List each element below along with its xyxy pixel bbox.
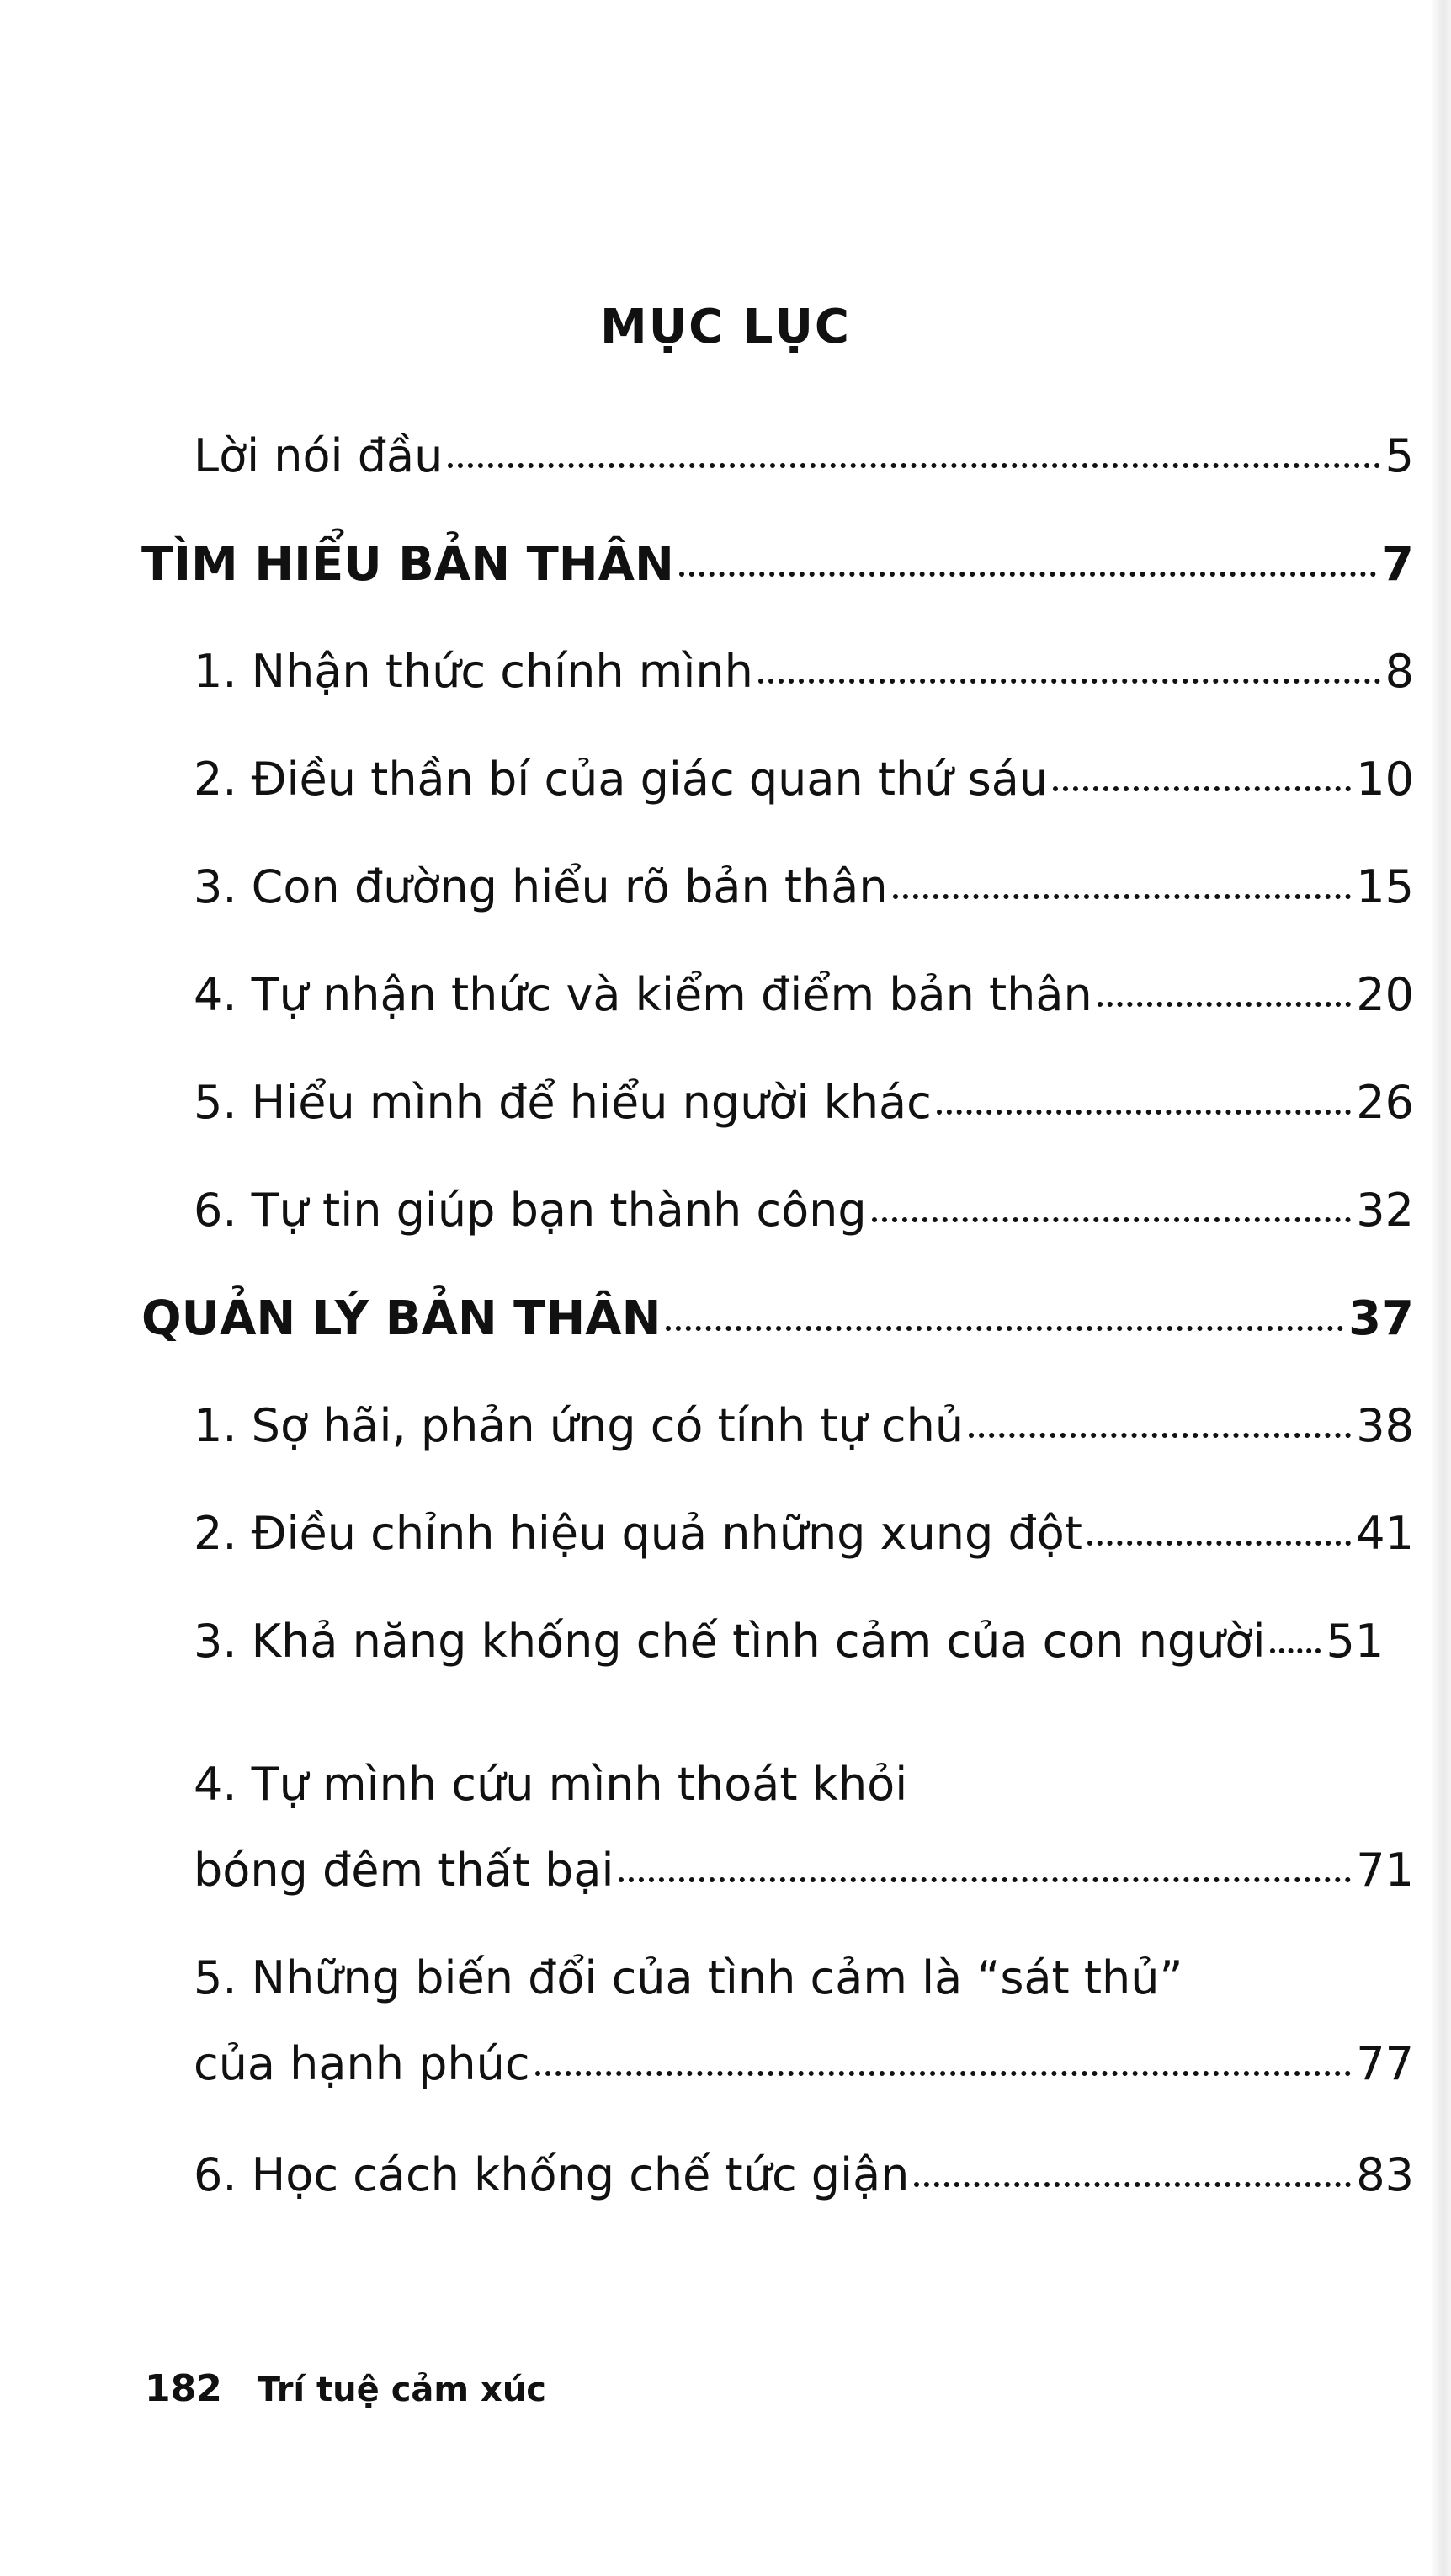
dot-leader bbox=[969, 1433, 1351, 1438]
toc-section-tim-hieu-ban-than[interactable] bbox=[141, 537, 1414, 592]
toc-entry-page: 41 bbox=[1356, 1507, 1414, 1560]
page-footer bbox=[145, 2367, 546, 2410]
toc-entry-line1[interactable]: 4. Tự mình cứu mình thoát khỏi bbox=[194, 1758, 908, 1811]
toc-entry-label: 1. Nhận thức chính mình bbox=[194, 645, 753, 698]
toc-entry[interactable] bbox=[194, 860, 1414, 913]
toc-entry[interactable] bbox=[194, 1507, 1414, 1560]
toc-entry[interactable] bbox=[194, 1184, 1414, 1237]
toc-entry[interactable] bbox=[194, 1844, 1414, 1897]
toc-entry-page: 10 bbox=[1356, 753, 1414, 806]
toc-entry-label: Lời nói đầu bbox=[194, 429, 444, 482]
toc-entry-label: 4. Tự nhận thức và kiểm điểm bản thân bbox=[194, 968, 1092, 1021]
toc-entry[interactable] bbox=[194, 1399, 1414, 1452]
toc-entry-page: 8 bbox=[1385, 645, 1414, 698]
toc-entry-label: 1. Sợ hãi, phản ứng có tính tự chủ bbox=[194, 1399, 965, 1452]
toc-entry[interactable] bbox=[194, 968, 1414, 1021]
dot-leader bbox=[619, 1877, 1351, 1882]
dot-leader bbox=[872, 1217, 1352, 1222]
toc-entry-preface[interactable] bbox=[194, 429, 1414, 482]
toc-entry-page: 51 bbox=[1326, 1615, 1385, 1668]
dot-leader bbox=[666, 1326, 1343, 1331]
toc-entry-label: 2. Điều thần bí của giác quan thứ sáu bbox=[194, 753, 1049, 806]
toc-entry-page: 83 bbox=[1356, 2148, 1414, 2201]
dot-leader bbox=[758, 679, 1380, 684]
toc-entry-label: 3. Con đường hiểu rõ bản thân bbox=[194, 860, 888, 913]
dot-leader bbox=[448, 463, 1379, 468]
toc-entry-label: 6. Tự tin giúp bạn thành công bbox=[194, 1184, 867, 1237]
toc-entry-page: 5 bbox=[1385, 429, 1414, 482]
toc-entry-page: 71 bbox=[1356, 1844, 1414, 1897]
toc-entry-page: 20 bbox=[1356, 968, 1414, 1021]
toc-title: MỤC LỤC bbox=[599, 299, 852, 354]
dot-leader bbox=[914, 2182, 1351, 2187]
toc-entry-label: 5. Hiểu mình để hiểu người khác bbox=[194, 1076, 932, 1129]
toc-entry-page: 7 bbox=[1381, 537, 1414, 592]
toc-entry-label: 6. Học cách khống chế tức giận bbox=[194, 2148, 910, 2201]
toc-entry[interactable] bbox=[194, 1076, 1414, 1129]
dot-leader bbox=[679, 572, 1376, 577]
toc-entry[interactable] bbox=[194, 645, 1414, 698]
dot-leader bbox=[1087, 1541, 1351, 1546]
toc-entry-page: 26 bbox=[1356, 1076, 1414, 1129]
toc-entry-page: 32 bbox=[1356, 1184, 1414, 1237]
toc-section-label: QUẢN LÝ BẢN THÂN bbox=[141, 1291, 662, 1346]
toc-entry-page: 37 bbox=[1348, 1291, 1414, 1346]
toc-entry-label: 2. Điều chỉnh hiệu quả những xung đột bbox=[194, 1507, 1082, 1560]
dot-leader bbox=[1098, 1002, 1352, 1007]
dot-leader bbox=[937, 1110, 1351, 1115]
page-edge-shadow bbox=[1431, 0, 1451, 2576]
footer-page-number: 182 bbox=[145, 2367, 222, 2410]
toc-entry[interactable] bbox=[194, 2148, 1414, 2201]
toc-entry-page: 15 bbox=[1356, 860, 1414, 913]
toc-entry[interactable] bbox=[194, 1615, 1414, 1668]
toc-entry-label: bóng đêm thất bại bbox=[194, 1844, 614, 1897]
toc-section-label: TÌM HIỂU BẢN THÂN bbox=[141, 537, 674, 592]
toc-entry-label: 3. Khả năng khống chế tình cảm của con người bbox=[194, 1615, 1266, 1668]
toc-section-quan-ly-ban-than[interactable] bbox=[141, 1291, 1414, 1346]
dot-leader bbox=[1270, 1648, 1321, 1653]
toc-entry[interactable] bbox=[194, 753, 1414, 806]
footer-book-title: Trí tuệ cảm xúc bbox=[257, 2371, 546, 2409]
dot-leader bbox=[535, 2071, 1352, 2076]
toc-entry-label: của hạnh phúc bbox=[194, 2037, 530, 2090]
toc-entry[interactable] bbox=[194, 2037, 1414, 2090]
toc-entry-page: 38 bbox=[1356, 1399, 1414, 1452]
dot-leader bbox=[1053, 786, 1351, 791]
dot-leader bbox=[893, 894, 1352, 899]
toc-entry-line1[interactable]: 5. Những biến đổi của tình cảm là “sát thủ” bbox=[194, 1951, 1183, 2004]
toc-entry-page: 77 bbox=[1356, 2037, 1414, 2090]
